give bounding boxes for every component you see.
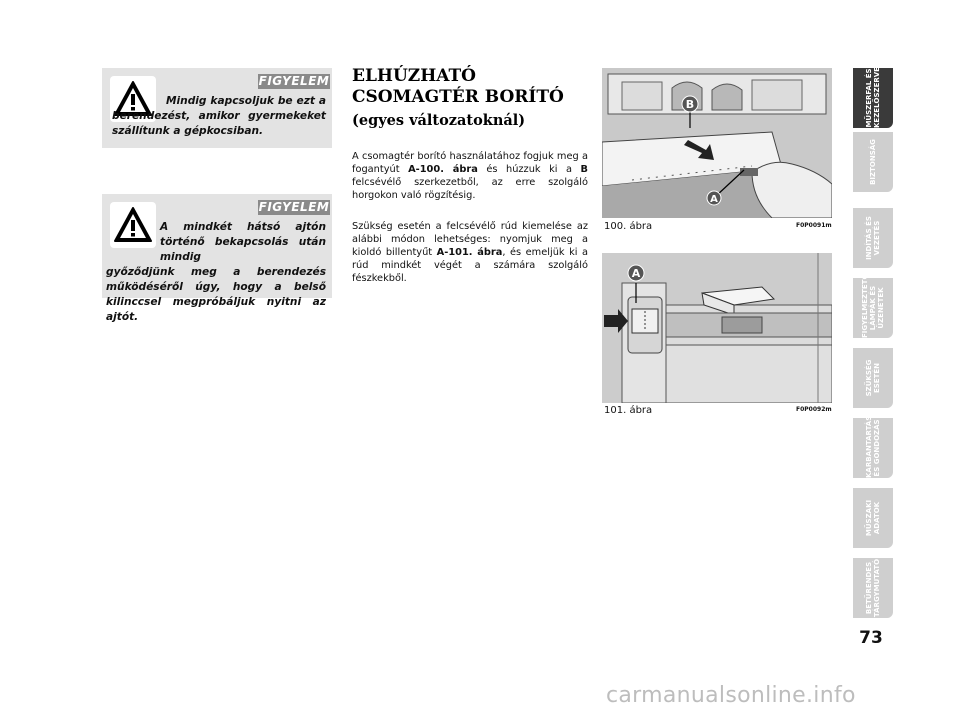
figure-label-a: A <box>710 194 718 205</box>
figure-100-code: F0P0091m <box>796 222 832 229</box>
warning-box-2 <box>102 194 332 323</box>
tab-muszaki[interactable] <box>853 488 893 548</box>
tab-label: SZÜKSÉG ESETÉN <box>865 359 881 397</box>
figure-100-image <box>602 68 832 218</box>
section-title-line1: ELHÚZHATÓ <box>352 66 476 86</box>
figure-101-image <box>602 253 832 403</box>
tab-label: INDÍTÁS ÉS VEZETÉS <box>865 216 881 260</box>
tab-karbantartas[interactable] <box>853 415 893 478</box>
tab-biztonsag[interactable] <box>853 132 893 192</box>
figure-101-caption: 101. ábra <box>604 405 653 416</box>
part-reference: B <box>580 164 589 175</box>
warning-header: FIGYELEM <box>258 74 330 88</box>
tab-inditas[interactable] <box>853 208 893 268</box>
figure-label-a: A <box>631 267 641 280</box>
tab-muszerfal[interactable] <box>853 61 893 128</box>
paragraph-text: Szükség esetén a felcsévélő rúd kiemelése az alábbi módon lehetséges: nyomjuk meg a kioldó billentyűt <box>352 221 588 258</box>
warning-text: Mindig kapcsoljuk be ezt a berendezést, amikor gyermekeket szállítunk a gépkocsiban. <box>112 95 326 137</box>
tab-szukseg[interactable] <box>853 348 893 408</box>
tab-betrurendes[interactable] <box>853 558 893 618</box>
page-number: 73 <box>859 628 883 648</box>
paragraph-text: A csomagtér borító használatához fogjuk meg a fogantyút <box>352 151 588 175</box>
tab-label: FIGYELMEZTETŐ LÁMPÁK ÉS ÜZENETEK <box>861 273 885 338</box>
warning-text-first: A mindkét hátsó ajtón történő bekapcsolás után mindig <box>160 221 326 263</box>
tab-label: BETŰRENDES TÁRGYMUTATÓ <box>865 558 881 618</box>
figure-reference: A-101. ábra <box>436 247 503 258</box>
warning-text <box>106 220 326 325</box>
section-title-line2: CSOMAGTÉR BORÍTÓ <box>352 87 564 107</box>
tab-label: MŰSZAKI ADATOK <box>865 499 881 537</box>
paragraph-text: , és emeljük ki a rúd mindkét végét a számára szolgáló fészkekből. <box>352 247 588 284</box>
section-heading <box>352 66 592 131</box>
tab-figyelmezteto[interactable] <box>853 273 893 338</box>
watermark: carmanualsonline.info <box>606 683 856 708</box>
figure-reference: A-100. ábra <box>408 164 478 175</box>
paragraph-1 <box>352 150 588 202</box>
tab-label: MŰSZERFAL ÉS KEZELŐSZERVEK <box>865 61 881 128</box>
figure-100-caption: 100. ábra <box>604 221 653 232</box>
warning-box-1 <box>102 68 332 148</box>
warning-header: FIGYELEM <box>258 200 330 214</box>
tab-label: BIZTONSÁG <box>869 139 877 185</box>
paragraph-text: és húzzuk ki a <box>477 164 581 175</box>
warning-text-rest: győződjünk meg a berendezés működéséről úgy, hogy a belső kilinccsel megpróbáljuk nyitni az ajtót. <box>106 266 326 323</box>
section-subtitle: (egyes változatoknál) <box>352 112 526 129</box>
figure-label-b: B <box>685 98 695 111</box>
tab-label: KARBANTARTÁS ÉS GONDOZÁS <box>865 415 881 478</box>
figure-101-code: F0P0092m <box>796 406 832 413</box>
paragraph-2 <box>352 220 588 285</box>
paragraph-text: felcsévélő szerkezetből, az erre szolgáló horgokon való rögzítésig. <box>352 177 588 201</box>
